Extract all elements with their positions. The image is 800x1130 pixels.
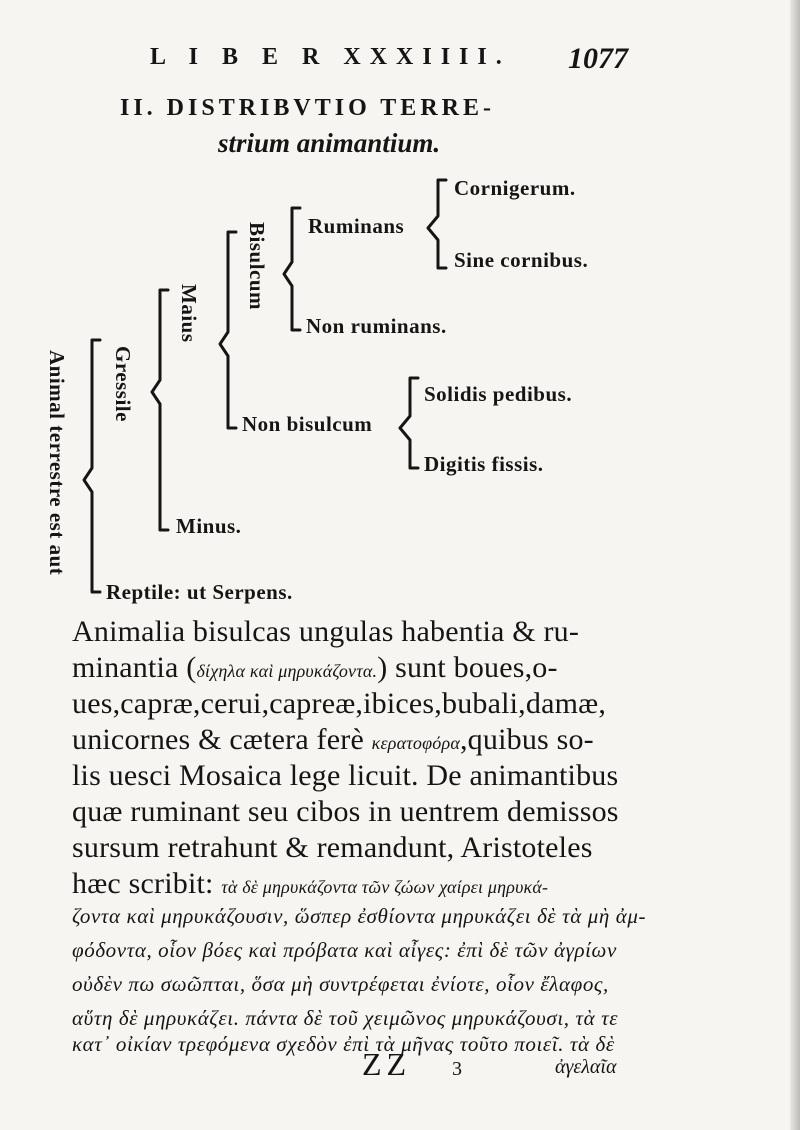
diagram-digitis-fissis-label: Digitis fissis. [424, 452, 544, 476]
body-line: hæc scribit: τὰ δὲ μηρυκάζοντα τῶν ζώων χαίρει μηρυκά- [72, 867, 549, 900]
section-title: II. DISTRIBVTIO TERRE- [120, 95, 495, 121]
brace-root [84, 340, 100, 592]
brace-bisulcum [284, 208, 300, 330]
page-number: 1077 [568, 42, 628, 75]
diagram-non-ruminans-label: Non ruminans. [306, 314, 447, 338]
diagram-bisulcum-label: Bisulcum [245, 222, 269, 311]
body-line: Animalia bisulcas ungulas habentia & ru- [72, 615, 580, 648]
greek-line: φόδοντα, οἷον βόες καὶ πρόβατα καὶ αἶγες: ἐπὶ δὲ τῶν ἀγρίων [72, 938, 617, 962]
body-line: quæ ruminant seu cibos in uentrem demissos [72, 795, 619, 828]
diagram-solidis-pedibus-label: Solidis pedibus. [424, 382, 573, 406]
running-head: L I B E R XXXIIII. [150, 44, 511, 70]
section-subtitle: strium animantium. [218, 128, 441, 158]
body-line: sursum retrahunt & remandunt, Aristoteles [72, 831, 593, 864]
brace-non-bisulcum [400, 378, 418, 468]
diagram-ruminans-label: Ruminans [308, 214, 405, 238]
body-line: ues,capræ,cerui,capreæ,ibices,bubali,damæ, [72, 687, 607, 720]
greek-line: κατ᾽ οἰκίαν τρεφόμενα σχεδὸν ἐπὶ τὰ μῆνας τοῦτο ποιεῖ. τὰ δὲ [72, 1032, 615, 1056]
greek-phrase: κερατοφόρα [371, 733, 460, 753]
body-line: minantia (δίχηλα καὶ μηρυκάζοντα.) sunt boues,o- [72, 651, 558, 684]
diagram-non-bisulcum-label: Non bisulcum [242, 412, 373, 436]
diagram-maius-label: Maius [177, 284, 201, 343]
brace-ruminans [428, 180, 446, 268]
greek-line: ζοντα καὶ μηρυκάζουσιν, ὥσπερ ἐσθίοντα μηρυκάζει δὲ τὰ μὴ ἀμ- [72, 904, 647, 928]
diagram-cornigerum-label: Cornigerum. [454, 176, 576, 200]
catchword: ἀγελαῖα [555, 1056, 617, 1078]
diagram-reptile-label: Reptile: ut Serpens. [106, 580, 293, 604]
body-line: unicornes & cætera ferè κερατοφόρα,quibus so- [72, 723, 594, 756]
greek-line: οὐδὲν πω σωῶπται, ὅσα μὴ συντρέφεται ἐνίοτε, οἷον ἔλαφος, [72, 972, 609, 996]
signature-number: 3 [452, 1058, 462, 1080]
body-line: lis uesci Mosaica lege licuit. De animantibus [72, 759, 619, 792]
brace-maius [220, 232, 236, 428]
greek-line: αὕτη δὲ μηρυκάζει. πάντα δὲ τοῦ χειμῶνος μηρυκάζουσι, τὰ τε [72, 1006, 619, 1030]
greek-phrase: δίχηλα καὶ μηρυκάζοντα. [196, 661, 378, 681]
brace-gressile [152, 290, 168, 530]
diagram-gressile-label: Gressile [111, 346, 135, 422]
diagram-root-label: Animal terrestre est aut [45, 350, 69, 576]
diagram-sine-cornibus-label: Sine cornibus. [454, 248, 589, 272]
diagram-minus-label: Minus. [176, 514, 242, 538]
signature-mark: ZZ [362, 1046, 412, 1082]
greek-phrase: τὰ δὲ μηρυκάζοντα τῶν ζώων χαίρει μηρυκά- [221, 877, 549, 897]
